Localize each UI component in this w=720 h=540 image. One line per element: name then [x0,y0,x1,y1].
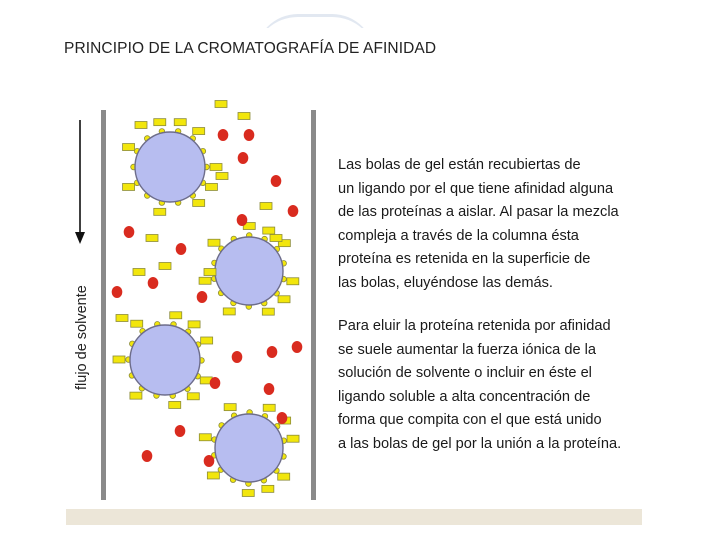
column-wall-right [311,110,316,500]
red-protein [175,425,186,437]
ligand-protein-rect [187,393,199,400]
gel-beads [113,119,299,497]
red-protein [244,129,255,141]
red-protein [148,277,159,289]
ligand-protein-rect [154,119,166,126]
bottom-band [66,509,642,525]
red-protein [232,351,243,363]
red-protein [238,152,249,164]
ligand-protein-rect [263,404,275,411]
red-protein [288,205,299,217]
ligand-protein-rect [207,472,219,479]
ligand-protein-rect [123,183,135,190]
ligand-protein-rect [201,337,213,344]
description-paragraph-2: Para eluir la proteína retenida por afinidad se suele aumentar la fuerza iónica de la solución de solvente o incluir en éste el ligando soluble a alta concentración de forma que compita con el que está unido a las bolas de gel por la unión a la proteína. [338,318,622,452]
free-yellow-protein [135,122,147,129]
ligand-protein-rect [208,239,220,246]
ligand-protein-rect [205,183,217,190]
ligand-protein-rect [113,356,125,363]
free-yellow-protein [270,235,282,242]
page-title: PRINCIPIO DE LA CROMATOGRAFÍA DE AFINIDAD [64,40,437,57]
red-protein [142,450,153,462]
description-paragraph-1: Las bolas de gel están recubiertas de un ligando por el que tiene afinidad alguna de las proteínas a aislar. Al pasar la mezcla compleja a través de la columna ésta proteína es retenida en la superficie de las bolas, eluyéndose las demás. [338,157,619,291]
free-yellow-protein [215,101,227,108]
ligand-protein-rect [262,485,274,492]
red-protein [124,226,135,238]
red-protein [210,377,221,389]
ligand-protein-rect [169,401,181,408]
red-protein [218,129,229,141]
flow-label: flujo de solvente [74,285,90,390]
free-yellow-protein [238,113,250,120]
flow-arrow-icon [75,120,85,244]
gel-bead-sphere [215,237,283,305]
ligand-protein-rect [174,119,186,126]
ligand-protein-rect [130,392,142,399]
red-protein [237,214,248,226]
red-protein [264,383,275,395]
red-protein [176,243,187,255]
free-yellow-protein [159,263,171,270]
ligand-protein-rect [224,404,236,411]
red-protein [204,455,215,467]
red-protein [197,291,208,303]
gel-bead-sphere [130,325,200,395]
ligand-protein-rect [287,278,299,285]
red-protein [271,175,282,187]
red-protein [277,412,288,424]
ligand-protein-rect [242,489,254,496]
ligand-protein-rect [262,308,274,315]
ligand-protein-rect [131,320,143,327]
red-protein [292,341,303,353]
free-yellow-protein [204,269,216,276]
ligand-protein-rect [278,296,290,303]
ligand-protein-rect [123,144,135,151]
gel-bead-sphere [215,414,283,482]
ligand-protein-rect [199,434,211,441]
free-yellow-protein [216,173,228,180]
free-yellow-protein [116,315,128,322]
ligand-protein-rect [193,128,205,135]
gel-bead-sphere [135,132,205,202]
ligand-protein-rect [193,199,205,206]
ligand-protein-rect [287,435,299,442]
ligand-protein-rect [154,208,166,215]
red-protein [112,286,123,298]
ligand-protein-rect [210,164,222,171]
ligand-protein-rect [199,277,211,284]
ligand-protein-rect [278,473,290,480]
ligand-protein-rect [170,312,182,319]
free-yellow-protein [260,203,272,210]
red-protein [267,346,278,358]
ligand-protein-rect [223,308,235,315]
free-yellow-protein [146,235,158,242]
gel-bead [113,312,213,409]
ligand-protein-rect [188,321,200,328]
ligand-protein-rect [263,227,275,234]
gel-bead [123,119,222,216]
free-yellow-protein [133,269,145,276]
column-wall-left [101,110,106,500]
